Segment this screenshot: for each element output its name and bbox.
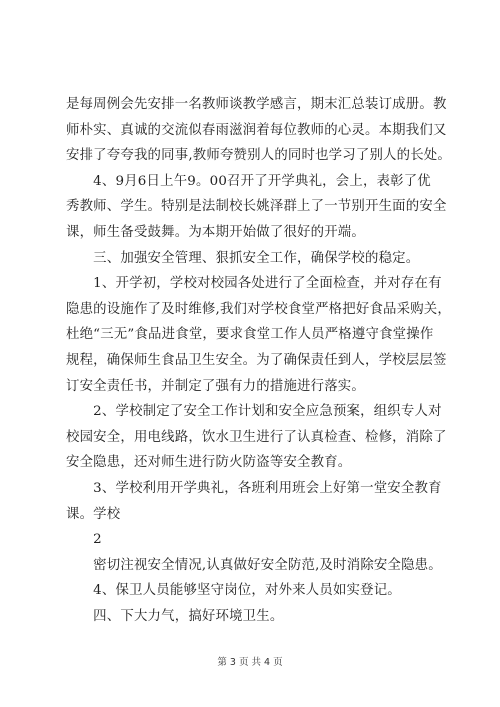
text-line: 隐患的设施作了及时维修,我们对学校食堂严格把好食品采购关， xyxy=(66,301,451,317)
text-line: 杜绝“三无”食品进食堂，要求食堂工作人员严格遵守食堂操作 xyxy=(66,327,434,343)
text-line: 密切注视安全情况,认真做好安全防范,及时消除安全隐患。 xyxy=(66,557,442,573)
text-line: 4、保卫人员能够坚守岗位，对外来人员如实登记。 xyxy=(66,583,401,599)
page-footer: 第 3 页 共 4 页 xyxy=(217,657,283,668)
text-line: 订安全责任书，并制定了强有力的措施进行落实。 xyxy=(66,378,365,394)
text-line: 4、9月6日上午9。00召开了开学典礼，会上，表彰了优 xyxy=(66,173,431,189)
text-line: 3、学校利用开学典礼，各班利用班会上好第一堂安全教育 xyxy=(66,480,442,496)
text-line: 课。学校 xyxy=(66,506,121,522)
text-line: 1、开学初，学校对校园各处进行了全面检查，并对存在有 xyxy=(66,276,442,292)
text-line: 2 xyxy=(66,532,102,548)
text-line: 四、下大力气，搞好环境卫生。 xyxy=(66,608,284,624)
text-line: 课，师生备受鼓舞。为本期开始做了很好的开端。 xyxy=(66,224,365,240)
body-text xyxy=(66,92,451,629)
text-line: 安全隐患，还对师生进行防火防盗等安全教育。 xyxy=(66,455,352,471)
text-line: 秀教师、学生。特别是法制校长姚泽群上了一节别开生面的安全 xyxy=(66,199,447,215)
text-line: 2、学校制定了安全工作计划和安全应急预案，组织专人对 xyxy=(66,404,442,420)
text-line: 校园安全，用电线路，饮水卫生进行了认真检查、检修，消除了 xyxy=(66,429,447,445)
text-line: 三、加强安全管理、狠抓安全工作，确保学校的稳定。 xyxy=(66,250,420,266)
text-line: 是每周例会先安排一名教师谈教学感言，期末汇总装订成册。教 xyxy=(66,97,447,112)
text-line: 规程，确保师生食品卫生安全。为了确保责任到人，学校层层签 xyxy=(66,352,447,368)
text-line: 师朴实、真诚的交流似春雨滋润着每位教师的心灵。本期我们又 xyxy=(66,122,447,138)
text-line: 安排了夸夸我的同事,教师夸赞别人的同时也学习了别人的长处。 xyxy=(66,148,451,164)
